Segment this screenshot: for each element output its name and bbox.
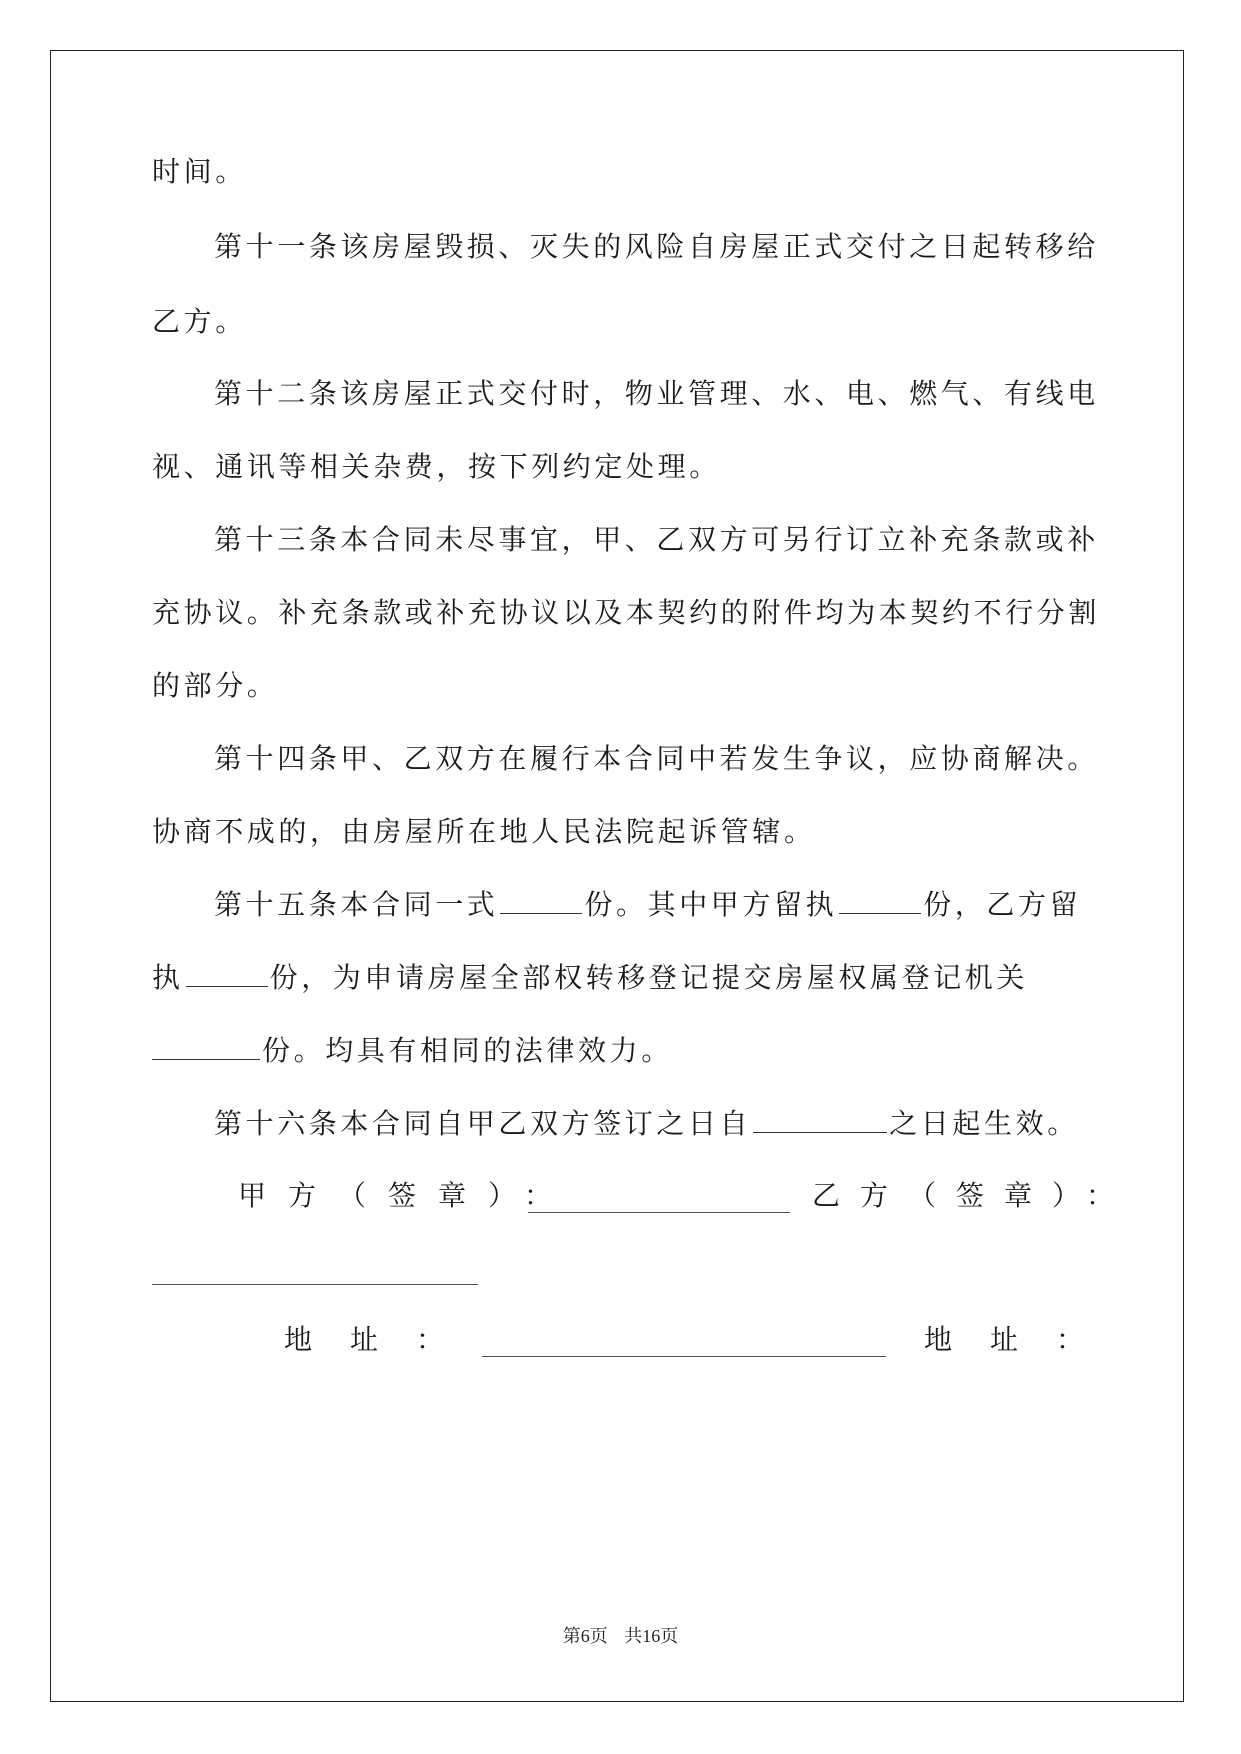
text-line: 乙方。 [152, 305, 247, 338]
text-segment: 份。均具有相同的法律效力。 [262, 1034, 673, 1067]
address-a-line [482, 1356, 886, 1357]
text-line [152, 958, 1028, 998]
address-a-label: 地址： [284, 1323, 483, 1356]
page-footer [0, 1622, 1241, 1648]
fill-blank [839, 887, 921, 914]
party-b-signature-label: 乙方（签章）： [812, 1179, 1135, 1212]
clause-12: 第十二条该房屋正式交付时，物业管理、水、电、燃气、有线电 [214, 377, 1099, 410]
fill-blank [186, 960, 268, 987]
page-number: 第6页 [562, 1626, 608, 1646]
text-line: 视、通讯等相关杂费，按下列约定处理。 [152, 450, 721, 483]
party-a-signature-label: 甲方（签章）： [238, 1179, 575, 1212]
text-line: 协商不成的，由房屋所在地人民法院起诉管辖。 [152, 815, 816, 848]
fill-blank [753, 1106, 887, 1133]
text-segment: 之日起生效。 [889, 1107, 1079, 1140]
text-segment: 份，乙方留 [923, 888, 1082, 921]
text-line: 充协议。补充条款或补充协议以及本契约的附件均为本契约不行分割 [152, 596, 1101, 629]
fill-blank [500, 887, 582, 914]
text-segment: 份，为申请房屋全部权转移登记提交房屋权属登记机关 [269, 961, 1029, 994]
text-line: 的部分。 [152, 669, 279, 702]
party-a-signature-line [528, 1212, 790, 1213]
text-segment: 份。其中甲方留执 [584, 888, 838, 921]
text-line: 时间。 [152, 155, 247, 188]
clause-11: 第十一条该房屋毁损、灭失的风险自房屋正式交付之日起转移给 [214, 230, 1099, 263]
page-border [50, 50, 1184, 1702]
text-line [152, 1031, 673, 1071]
text-segment: 执 [152, 961, 184, 994]
text-segment: 第十六条本合同自甲乙双方签订之日自 [214, 1107, 752, 1140]
address-b-label: 地址： [924, 1323, 1123, 1356]
party-b-signature-line [152, 1284, 478, 1285]
clause-16 [214, 1104, 1079, 1144]
clause-15 [214, 885, 1081, 925]
clause-14: 第十四条甲、乙双方在履行本合同中若发生争议，应协商解决。 [214, 742, 1099, 775]
clause-13: 第十三条本合同未尽事宜，甲、乙双方可另行订立补充条款或补 [214, 523, 1099, 556]
fill-blank [152, 1033, 260, 1060]
page-total: 共16页 [624, 1626, 679, 1646]
text-segment: 第十五条本合同一式 [214, 888, 499, 921]
